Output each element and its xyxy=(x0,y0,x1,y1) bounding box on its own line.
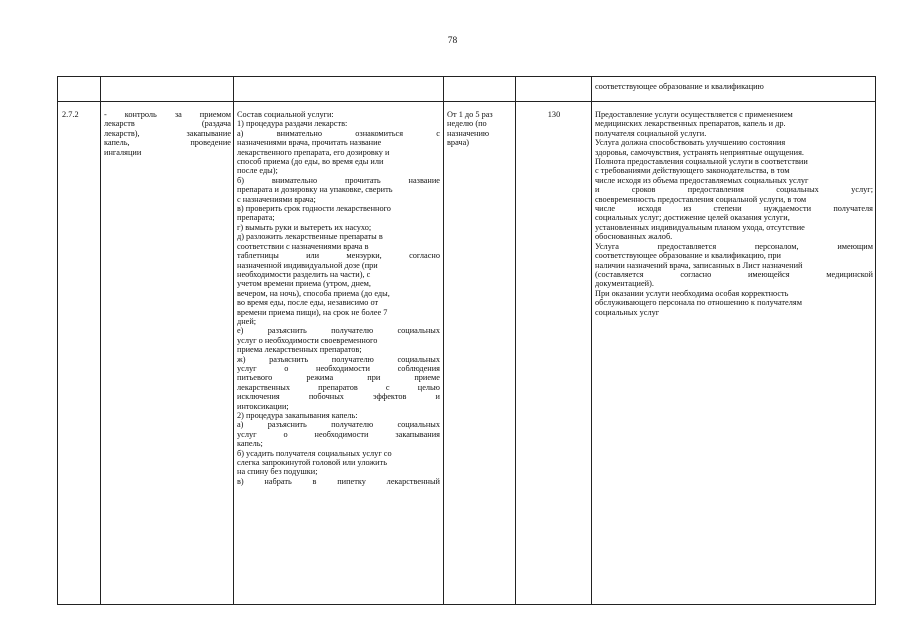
text-line: лекарств), закапывание xyxy=(104,128,231,138)
text-line: с требованиями действующего законодательства, в том xyxy=(595,166,790,176)
text-line: после еды); xyxy=(237,166,278,176)
text-line: дней; xyxy=(237,316,257,326)
text-line: учетом времени приема (утром, днем, xyxy=(237,279,371,289)
text-line: времени приема пищи), на срок не более 7 xyxy=(237,307,388,317)
text-line: неделю (по xyxy=(447,119,487,129)
text-line: - контроль за приемом xyxy=(104,110,231,119)
column-divider xyxy=(591,77,592,604)
text-line: своевременность предоставления социальной услуги, в том xyxy=(595,194,807,204)
text-line: таблетницы или мензурки, согласно xyxy=(237,251,440,261)
text-line: а) внимательно ознакомиться с xyxy=(237,128,440,138)
text-line: социальных услуг xyxy=(595,307,660,317)
text-line: здоровья, самочувствия, устранять неприятные ощущения. xyxy=(595,147,804,157)
text-line: 1) процедура раздачи лекарств: xyxy=(237,119,348,129)
text-line: на спину без подушки; xyxy=(237,467,318,477)
column-divider xyxy=(233,77,234,604)
text-line: с назначениями врача; xyxy=(237,194,316,204)
text-line: числе исходя из объема предоставляемых социальных услуг xyxy=(595,175,809,185)
text-line: слегка запрокинутой головой или уложить xyxy=(237,458,387,468)
service-frequency xyxy=(447,110,513,148)
text-line: установленных индивидуальным планом ухода, отсутствие xyxy=(595,222,805,232)
text-line: числе исходя из степени нуждаемости получателя xyxy=(595,204,873,214)
text-line: назначенной индивидуальной дозе (при xyxy=(237,260,378,270)
text-line: г) вымыть руки и вытереть их насухо; xyxy=(237,222,372,232)
text-line: питьевого режима при приеме xyxy=(237,373,440,383)
text-line: исключения побочных эффектов и xyxy=(237,392,440,402)
text-line: в) набрать в пипетку лекарственный xyxy=(237,476,440,486)
text-line: Услуга должна способствовать улучшению состояния xyxy=(595,138,786,148)
text-line: способ приема (до еды, во время еды или xyxy=(237,157,384,167)
column-divider xyxy=(515,77,516,604)
text-line: интоксикации; xyxy=(237,401,289,411)
text-line: Предоставление услуги осуществляется с применением xyxy=(595,110,793,119)
text-line: (составляется согласно имеющейся медицинской xyxy=(595,269,873,279)
text-line: вечером, на ночь), способа приема (до еды, xyxy=(237,288,390,298)
text-line: назначениями врача, прочитать название xyxy=(237,138,382,148)
text-line: препарата; xyxy=(237,213,275,223)
text-line: препарата и дозировку на упаковке, сверить xyxy=(237,185,393,195)
text-line: Услуга предоставляется персоналом, имеющим xyxy=(595,241,873,251)
text-line: в) проверить срок годности лекарственного xyxy=(237,204,391,214)
text-line: б) усадить получателя социальных услуг со xyxy=(237,448,392,458)
service-tariff: 130 xyxy=(547,110,561,119)
text-line: а) разъяснить получателю социальных xyxy=(237,420,440,430)
text-line: От 1 до 5 раз xyxy=(447,110,493,119)
text-line: получателя социальной услуги. xyxy=(595,128,707,138)
text-line: услуг о необходимости своевременного xyxy=(237,335,378,345)
text-line: Состав социальной услуги: xyxy=(237,110,334,119)
qualification-text: соответствующее образование и квалификацию xyxy=(595,82,764,91)
text-line: необходимости разделить на части), с xyxy=(237,269,371,279)
text-line: е) разъяснить получателю социальных xyxy=(237,326,440,336)
column-divider xyxy=(443,77,444,604)
text-line: во время еды, после еды, независимо от xyxy=(237,298,379,308)
text-line: услуг о необходимости закапывания xyxy=(237,429,440,439)
text-line: При оказании услуги необходима особая корректность xyxy=(595,288,789,298)
service-conditions xyxy=(595,110,873,317)
text-line: и сроков предоставления социальных услуг; xyxy=(595,185,873,195)
text-line: документацией). xyxy=(595,279,654,289)
services-table xyxy=(57,76,876,605)
text-line: б) внимательно прочитать название xyxy=(237,175,440,185)
text-line: обоснованных жалоб. xyxy=(595,232,673,242)
text-line: обслуживающего персонала по отношению к получателям xyxy=(595,298,802,308)
text-line: приема лекарственных препаратов; xyxy=(237,345,362,355)
column-divider xyxy=(100,77,101,604)
text-line: назначению xyxy=(447,128,490,138)
text-line: Полнота предоставления социальной услуги в соответствии xyxy=(595,157,808,167)
text-line: социальных услуг; достижение целей оказания услуги, xyxy=(595,213,790,223)
text-line: 2) процедура закапывания капель: xyxy=(237,411,358,420)
text-line: капель; xyxy=(237,439,263,449)
service-name xyxy=(104,110,231,157)
text-line: капель, проведение xyxy=(104,138,231,148)
page-number: 78 xyxy=(447,36,458,46)
text-line: ж) разъяснить получателю социальных xyxy=(237,354,440,364)
text-line: соответствии с назначениями врача в xyxy=(237,241,369,251)
text-line: лекарств (раздача xyxy=(104,119,231,129)
text-line: д) разложить лекарственные препараты в xyxy=(237,232,383,242)
service-content xyxy=(237,110,440,486)
text-line: наличии назначений врача, записанных в Лист назначений xyxy=(595,260,803,270)
text-line: врача) xyxy=(447,138,470,148)
text-line: услуг о необходимости соблюдения xyxy=(237,363,440,373)
text-line: медицинских лекарственных препаратов, капель и др. xyxy=(595,119,786,129)
text-line: лекарственного препарата, его дозировку и xyxy=(237,147,390,157)
text-line: соответствующее образование и квалификацию, при xyxy=(595,251,781,261)
row-divider xyxy=(58,101,875,102)
text-line: ингаляции xyxy=(104,147,142,157)
row-number: 2.7.2 xyxy=(62,110,79,119)
text-line: лекарственных препаратов с целью xyxy=(237,382,440,392)
